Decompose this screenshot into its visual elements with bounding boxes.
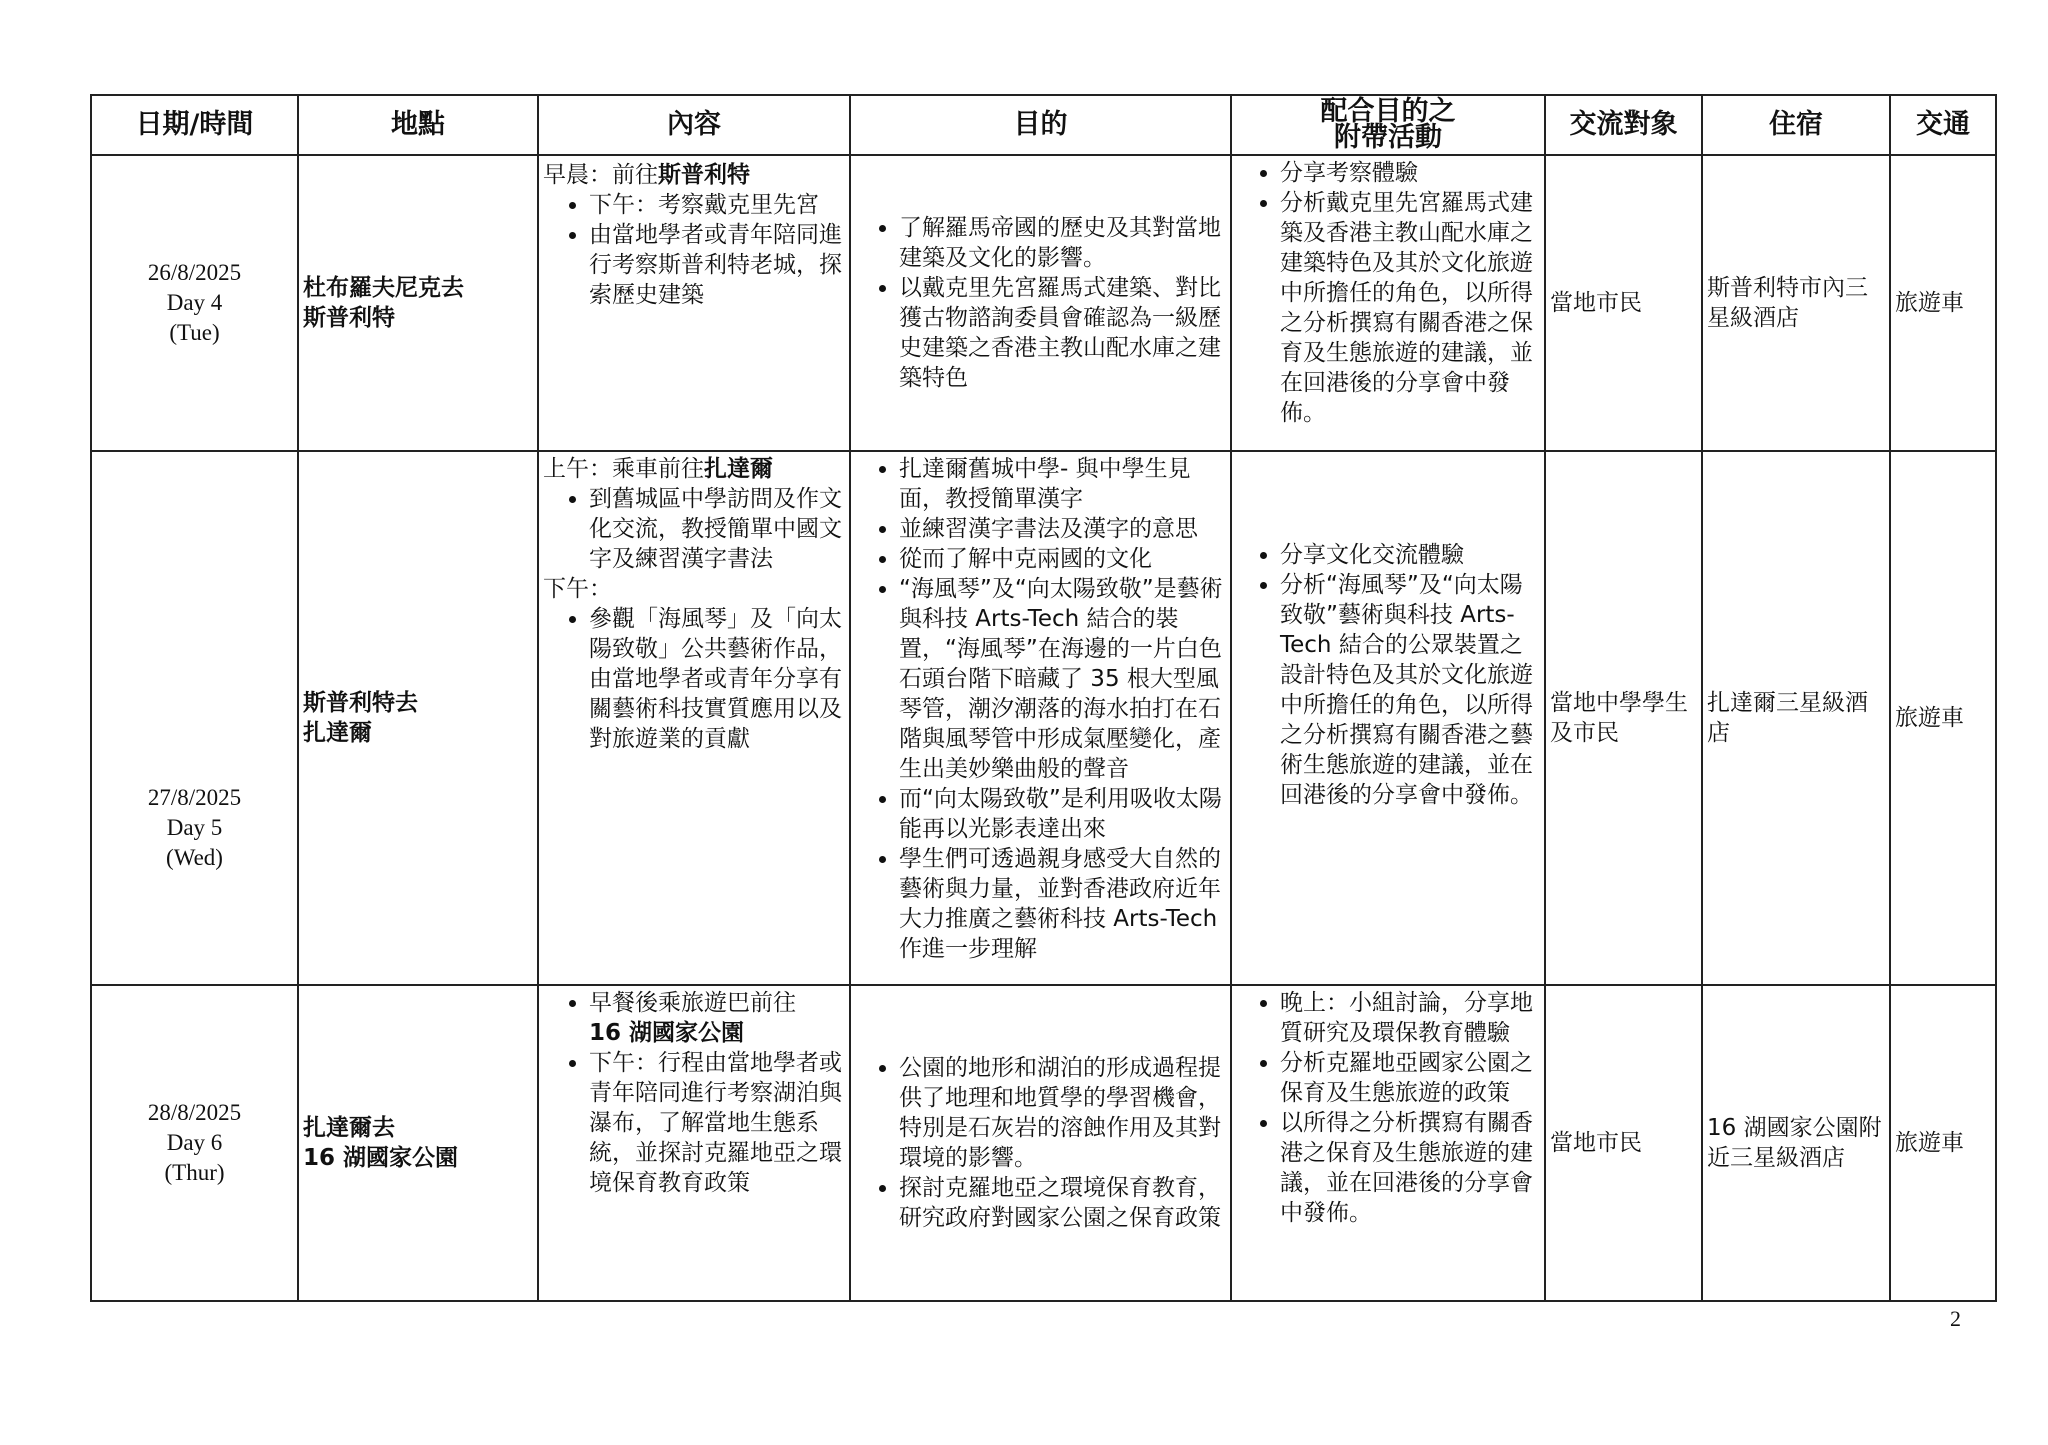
- content-intro-bold: 扎達爾: [704, 456, 773, 482]
- content-item-text: 早餐後乘旅遊巴前往: [589, 990, 796, 1016]
- day-value: Day 5: [166, 815, 223, 840]
- place-line: 杜布羅夫尼克去: [303, 275, 464, 301]
- content-list: [543, 190, 845, 310]
- list-item: [589, 988, 845, 1048]
- side-activity-cell: [1231, 985, 1545, 1301]
- list-item: • 下午：考察戴克里先宮: [589, 190, 845, 220]
- content-item-bold: 16 湖國家公園: [589, 1020, 745, 1046]
- place-line: 斯普利特去: [303, 690, 418, 716]
- content-cell: [538, 155, 850, 451]
- list-item: • 下午：行程由當地學者或青年陪同進行考察湖泊與瀑布，了解當地生態系統，並探討克羅地亞之環境保育教育政策: [589, 1048, 845, 1198]
- list-item: • 參觀「海風琴」及「向太陽致敬」公共藝術作品，由當地學者或青年分享有關藝術科技實質應用以及對旅遊業的貢獻: [589, 604, 845, 754]
- content-list: [543, 988, 845, 1198]
- day-value: Day 4: [166, 290, 223, 315]
- list-item: • 分享考察體驗: [1280, 158, 1540, 188]
- list-item: • 到舊城區中學訪問及作文化交流，教授簡單中國文字及練習漢字書法: [589, 484, 845, 574]
- list-item: • 以戴克里先宮羅馬式建築、對比獲古物諮詢委員會確認為一級歷史建築之香港主教山配水庫之建築特色: [899, 273, 1226, 393]
- accommodation-cell: 斯普利特市內三星級酒店: [1702, 155, 1890, 451]
- list-item: • 晚上：小組討論，分享地質研究及環保教育體驗: [1280, 988, 1540, 1048]
- weekday-value: (Tue): [169, 320, 220, 345]
- place-line: 扎達爾: [303, 720, 372, 746]
- place-line: 扎達爾去: [303, 1115, 395, 1141]
- header-target: 交流對象: [1545, 95, 1702, 155]
- content-list: [543, 484, 845, 574]
- side-activity-list: [1236, 158, 1540, 428]
- content-intro-bold: 斯普利特: [658, 162, 750, 188]
- target-cell: 當地中學學生及市民: [1545, 451, 1702, 985]
- itinerary-table: [90, 94, 1997, 1302]
- header-date: 日期/時間: [91, 95, 298, 155]
- header-side-line2: 附帶活動: [1334, 122, 1442, 153]
- header-row: [91, 95, 1996, 155]
- table-row: [91, 985, 1996, 1301]
- date-cell: [91, 451, 298, 985]
- date-cell: [91, 985, 298, 1301]
- target-cell: 當地市民: [1545, 155, 1702, 451]
- content-intro: [543, 454, 845, 484]
- accommodation-cell: 16 湖國家公園附近三星級酒店: [1702, 985, 1890, 1301]
- transport-cell: 旅遊車: [1890, 155, 1996, 451]
- side-activity-cell: [1231, 451, 1545, 985]
- date-value: 28/8/2025: [147, 1100, 242, 1125]
- side-activity-list: [1236, 540, 1540, 810]
- list-item: • 扎達爾舊城中學- 與中學生見面，教授簡單漢字: [899, 454, 1226, 514]
- content-cell: [538, 451, 850, 985]
- header-content: 內容: [538, 95, 850, 155]
- list-item: • “海風琴”及“向太陽致敬”是藝術與科技 Arts-Tech 結合的裝置，“海風琴”在海邊的一片白色石頭台階下暗藏了 35 根大型風琴管，潮汐潮落的海水拍打在石階與風琴管中形成氣壓變化，產生出美妙樂曲般的聲音: [899, 574, 1226, 784]
- table-row: [91, 155, 1996, 451]
- content-intro-prefix: 上午：乘車前往: [543, 456, 704, 482]
- place-cell: [298, 451, 538, 985]
- header-accommodation: 住宿: [1702, 95, 1890, 155]
- purpose-cell: [850, 451, 1231, 985]
- accommodation-cell: 扎達爾三星級酒店: [1702, 451, 1890, 985]
- place-cell: [298, 985, 538, 1301]
- weekday-value: (Thur): [164, 1160, 225, 1185]
- transport-cell: 旅遊車: [1890, 451, 1996, 985]
- list-item: • 由當地學者或青年陪同進行考察斯普利特老城，探索歷史建築: [589, 220, 845, 310]
- list-item: • 從而了解中克兩國的文化: [899, 544, 1226, 574]
- table-row: [91, 451, 1996, 985]
- purpose-cell: [850, 155, 1231, 451]
- content-cell: [538, 985, 850, 1301]
- place-cell: [298, 155, 538, 451]
- place-line: 斯普利特: [303, 305, 395, 331]
- target-cell: 當地市民: [1545, 985, 1702, 1301]
- date-value: 27/8/2025: [147, 785, 242, 810]
- header-place: 地點: [298, 95, 538, 155]
- side-activity-cell: [1231, 155, 1545, 451]
- purpose-cell: [850, 985, 1231, 1301]
- list-item: • 了解羅馬帝國的歷史及其對當地建築及文化的影響。: [899, 213, 1226, 273]
- list-item: • 而“向太陽致敬”是利用吸收太陽能再以光影表達出來: [899, 784, 1226, 844]
- header-side-activities: [1231, 95, 1545, 155]
- list-item: • 以所得之分析撰寫有關香港之保育及生態旅遊的建議，並在回港後的分享會中發佈。: [1280, 1108, 1540, 1228]
- header-transport: 交通: [1890, 95, 1996, 155]
- list-item: • 分析“海風琴”及“向太陽致敬”藝術與科技 Arts-Tech 結合的公眾裝置之設計特色及其於文化旅遊中所擔任的角色，以所得之分析撰寫有關香港之藝術生態旅遊的建議，並在回港後的分享會中發佈。: [1280, 570, 1540, 810]
- purpose-list: [855, 454, 1226, 964]
- content-intro: [543, 160, 845, 190]
- header-purpose: 目的: [850, 95, 1231, 155]
- purpose-list: [855, 1053, 1226, 1233]
- list-item: • 公園的地形和湖泊的形成過程提供了地理和地質學的學習機會，特別是石灰岩的溶蝕作用及其對環境的影響。: [899, 1053, 1226, 1173]
- purpose-list: [855, 213, 1226, 393]
- side-activity-list: [1236, 988, 1540, 1228]
- list-item: • 分析克羅地亞國家公園之保育及生態旅遊的政策: [1280, 1048, 1540, 1108]
- weekday-value: (Wed): [166, 845, 223, 870]
- header-side-line1: 配合目的之: [1320, 96, 1456, 127]
- date-value: 26/8/2025: [147, 260, 242, 285]
- list-item: • 並練習漢字書法及漢字的意思: [899, 514, 1226, 544]
- list-item: • 分析戴克里先宮羅馬式建築及香港主教山配水庫之建築特色及其於文化旅遊中所擔任的角色，以所得之分析撰寫有關香港之保育及生態旅遊的建議，並在回港後的分享會中發佈。: [1280, 188, 1540, 428]
- list-item: • 學生們可透過親身感受大自然的藝術與力量，並對香港政府近年大力推廣之藝術科技 Arts-Tech 作進一步理解: [899, 844, 1226, 964]
- date-cell: [91, 155, 298, 451]
- day-value: Day 6: [166, 1130, 223, 1155]
- list-item: • 分享文化交流體驗: [1280, 540, 1540, 570]
- list-item: • 探討克羅地亞之環境保育教育，研究政府對國家公園之保育政策: [899, 1173, 1226, 1233]
- content-intro-prefix: 早晨：前往: [543, 162, 658, 188]
- place-line: 16 湖國家公園: [303, 1145, 459, 1171]
- content-list: [543, 604, 845, 754]
- transport-cell: 旅遊車: [1890, 985, 1996, 1301]
- content-afternoon-label: 下午：: [543, 576, 612, 602]
- page-number: 2: [1950, 1306, 1961, 1331]
